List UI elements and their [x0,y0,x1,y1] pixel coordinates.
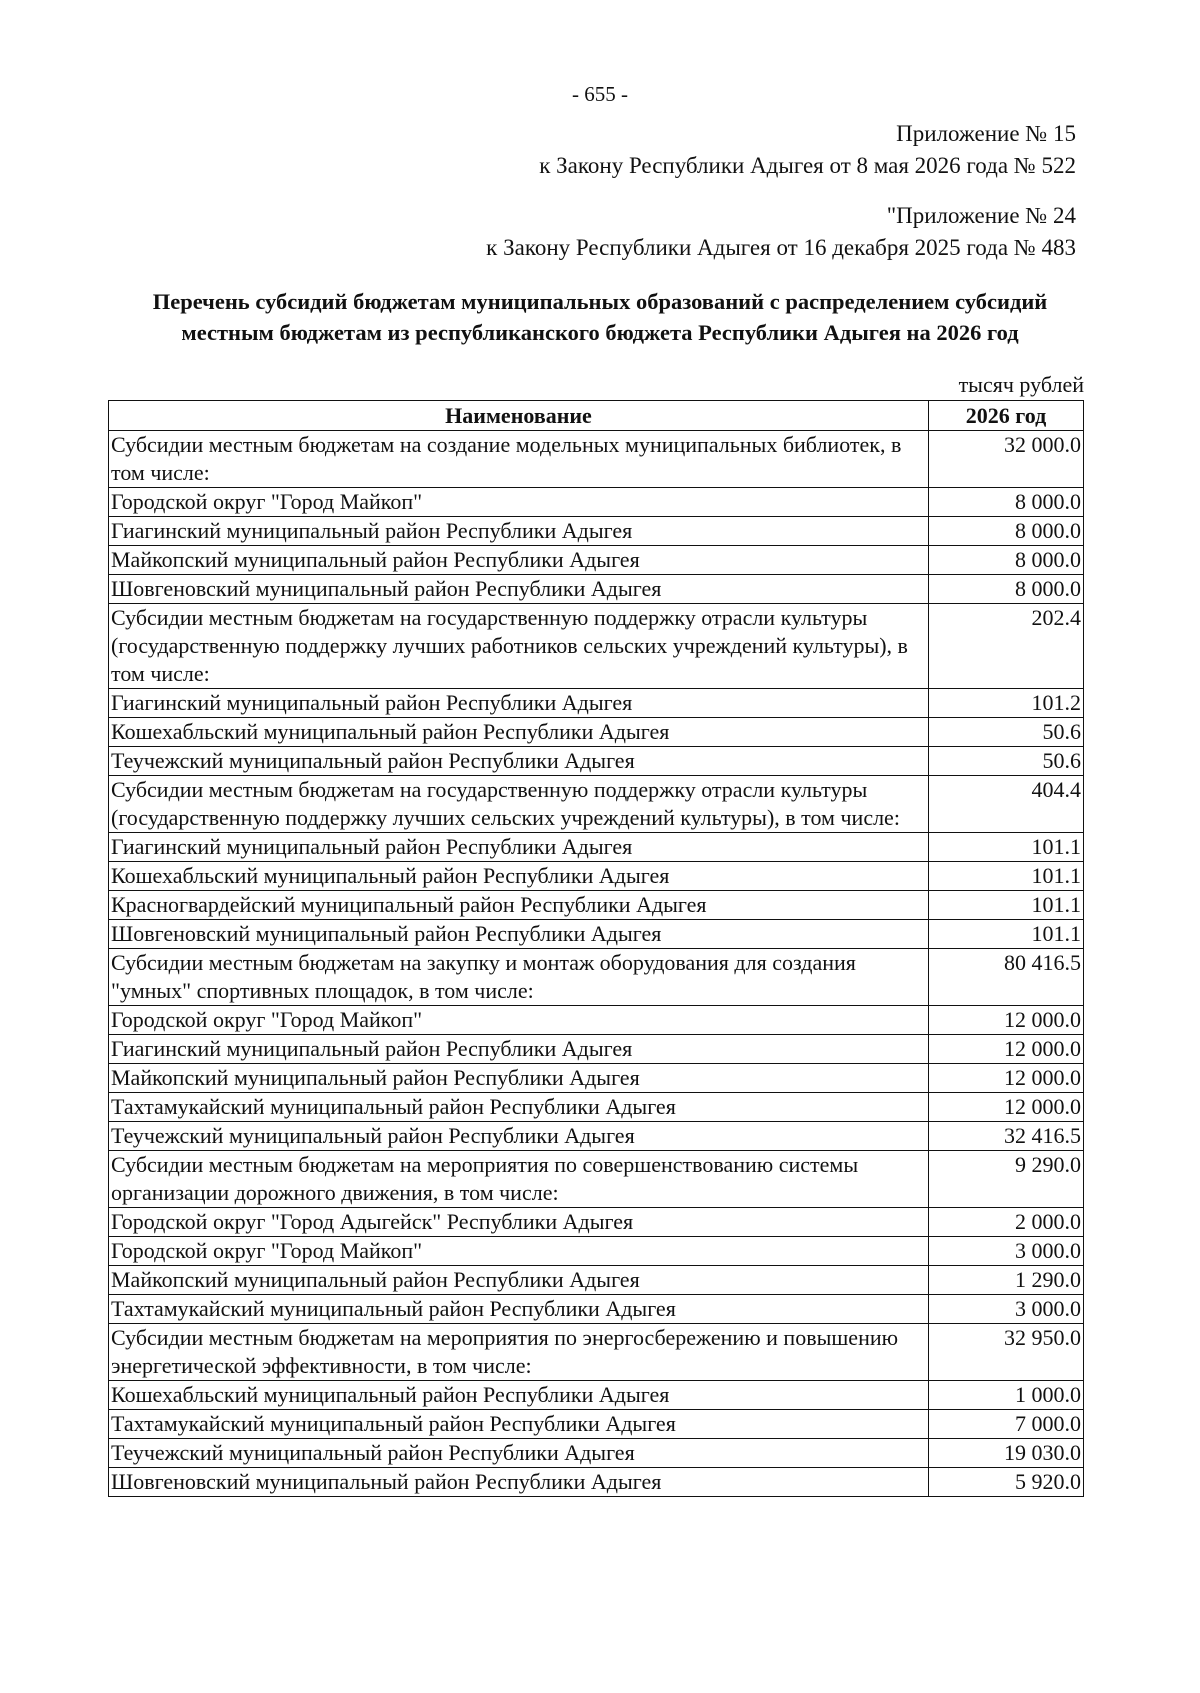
row-amount: 12 000.0 [929,1093,1084,1122]
table-header-row [109,401,1084,431]
row-amount: 8 000.0 [929,488,1084,517]
table-row [109,747,1084,776]
row-name: Кошехабльский муниципальный район Республики Адыгея [109,718,929,747]
table-row [109,488,1084,517]
document-title-line: местным бюджетам из республиканского бюджета Республики Адыгея на 2026 год [181,320,1019,345]
row-name: Теучежский муниципальный район Республики Адыгея [109,1439,929,1468]
subsidies-table [108,400,1084,1497]
row-name: Гиагинский муниципальный район Республики Адыгея [109,689,929,718]
table-row [109,1006,1084,1035]
row-amount: 3 000.0 [929,1237,1084,1266]
row-name: Теучежский муниципальный район Республики Адыгея [109,1122,929,1151]
table-row [109,1468,1084,1497]
row-name: Шовгеновский муниципальный район Республики Адыгея [109,575,929,604]
row-name: Красногвардейский муниципальный район Республики Адыгея [109,891,929,920]
table-row [109,1237,1084,1266]
table-row [109,1439,1084,1468]
row-amount: 1 000.0 [929,1381,1084,1410]
row-name: Тахтамукайский муниципальный район Республики Адыгея [109,1410,929,1439]
table-row [109,1208,1084,1237]
table-row [109,575,1084,604]
annex-current [539,118,1076,182]
row-name: Городской округ "Город Майкоп" [109,1006,929,1035]
row-name: Шовгеновский муниципальный район Республики Адыгея [109,920,929,949]
row-name: Гиагинский муниципальный район Республики Адыгея [109,833,929,862]
row-name: Городской округ "Город Адыгейск" Республики Адыгея [109,1208,929,1237]
annex-current-law: к Закону Республики Адыгея от 8 мая 2026 года № 522 [539,153,1076,178]
table-row [109,431,1084,488]
row-name: Городской округ "Город Майкоп" [109,488,929,517]
row-name: Шовгеновский муниципальный район Республики Адыгея [109,1468,929,1497]
row-name: Тахтамукайский муниципальный район Республики Адыгея [109,1093,929,1122]
row-amount: 12 000.0 [929,1006,1084,1035]
row-name: Кошехабльский муниципальный район Республики Адыгея [109,862,929,891]
row-amount: 2 000.0 [929,1208,1084,1237]
table-row [109,1295,1084,1324]
table-row [109,1064,1084,1093]
table-row [109,517,1084,546]
table-row [109,546,1084,575]
row-amount: 202.4 [929,604,1084,689]
row-amount: 101.1 [929,920,1084,949]
row-name: Гиагинский муниципальный район Республики Адыгея [109,517,929,546]
document-title-line: Перечень субсидий бюджетам муниципальных образований с распределением субсидий [152,289,1048,314]
units-label: тысяч рублей [958,372,1084,397]
table-row [109,833,1084,862]
annex-original [486,200,1076,264]
row-amount: 101.1 [929,891,1084,920]
row-amount: 32 416.5 [929,1122,1084,1151]
row-name: Городской округ "Город Майкоп" [109,1237,929,1266]
annex-current-number: Приложение № 15 [896,121,1076,146]
table-row [109,1035,1084,1064]
row-amount: 404.4 [929,776,1084,833]
row-name: Субсидии местным бюджетам на мероприятия по энергосбережению и повышению энергетической эффективности, в том числе: [109,1324,929,1381]
row-amount: 9 290.0 [929,1151,1084,1208]
page-number: - 655 - [572,82,628,106]
annex-original-number: "Приложение № 24 [886,203,1076,228]
row-amount: 8 000.0 [929,546,1084,575]
row-amount: 32 000.0 [929,431,1084,488]
row-amount: 101.1 [929,833,1084,862]
document-title [100,286,1100,348]
row-amount: 12 000.0 [929,1064,1084,1093]
table-row [109,776,1084,833]
table-row [109,920,1084,949]
row-name: Майкопский муниципальный район Республики Адыгея [109,1266,929,1295]
table-row [109,689,1084,718]
header-name: Наименование [109,401,929,431]
row-amount: 8 000.0 [929,575,1084,604]
table-row [109,1122,1084,1151]
table-row [109,718,1084,747]
row-amount: 8 000.0 [929,517,1084,546]
row-amount: 3 000.0 [929,1295,1084,1324]
row-amount: 101.1 [929,862,1084,891]
row-amount: 50.6 [929,747,1084,776]
row-amount: 7 000.0 [929,1410,1084,1439]
row-name: Субсидии местным бюджетам на закупку и монтаж оборудования для создания "умных" спортивных площадок, в том числе: [109,949,929,1006]
row-name: Майкопский муниципальный район Республики Адыгея [109,546,929,575]
row-name: Субсидии местным бюджетам на государственную поддержку отрасли культуры (государственную поддержку лучших работников сельских учреждений культуры), в том числе: [109,604,929,689]
row-name: Майкопский муниципальный район Республики Адыгея [109,1064,929,1093]
row-name: Кошехабльский муниципальный район Республики Адыгея [109,1381,929,1410]
table-row [109,1266,1084,1295]
row-amount: 5 920.0 [929,1468,1084,1497]
row-amount: 19 030.0 [929,1439,1084,1468]
row-name: Субсидии местным бюджетам на мероприятия по совершенствованию системы организации дорожного движения, в том числе: [109,1151,929,1208]
table-row [109,1093,1084,1122]
table-row [109,604,1084,689]
table-row [109,1381,1084,1410]
row-amount: 50.6 [929,718,1084,747]
row-name: Теучежский муниципальный район Республики Адыгея [109,747,929,776]
row-amount: 32 950.0 [929,1324,1084,1381]
row-name: Субсидии местным бюджетам на государственную поддержку отрасли культуры (государственную поддержку лучших сельских учреждений культуры), в том числе: [109,776,929,833]
annex-original-law: к Закону Республики Адыгея от 16 декабря 2025 года № 483 [486,235,1076,260]
table-row [109,949,1084,1006]
table-body [109,431,1084,1497]
row-amount: 80 416.5 [929,949,1084,1006]
table-row [109,1151,1084,1208]
header-year: 2026 год [929,401,1084,431]
row-amount: 1 290.0 [929,1266,1084,1295]
table-row [109,891,1084,920]
row-name: Субсидии местным бюджетам на создание модельных муниципальных библиотек, в том числе: [109,431,929,488]
table-row [109,1410,1084,1439]
row-name: Гиагинский муниципальный район Республики Адыгея [109,1035,929,1064]
row-amount: 101.2 [929,689,1084,718]
row-name: Тахтамукайский муниципальный район Республики Адыгея [109,1295,929,1324]
row-amount: 12 000.0 [929,1035,1084,1064]
table-row [109,862,1084,891]
table-row [109,1324,1084,1381]
